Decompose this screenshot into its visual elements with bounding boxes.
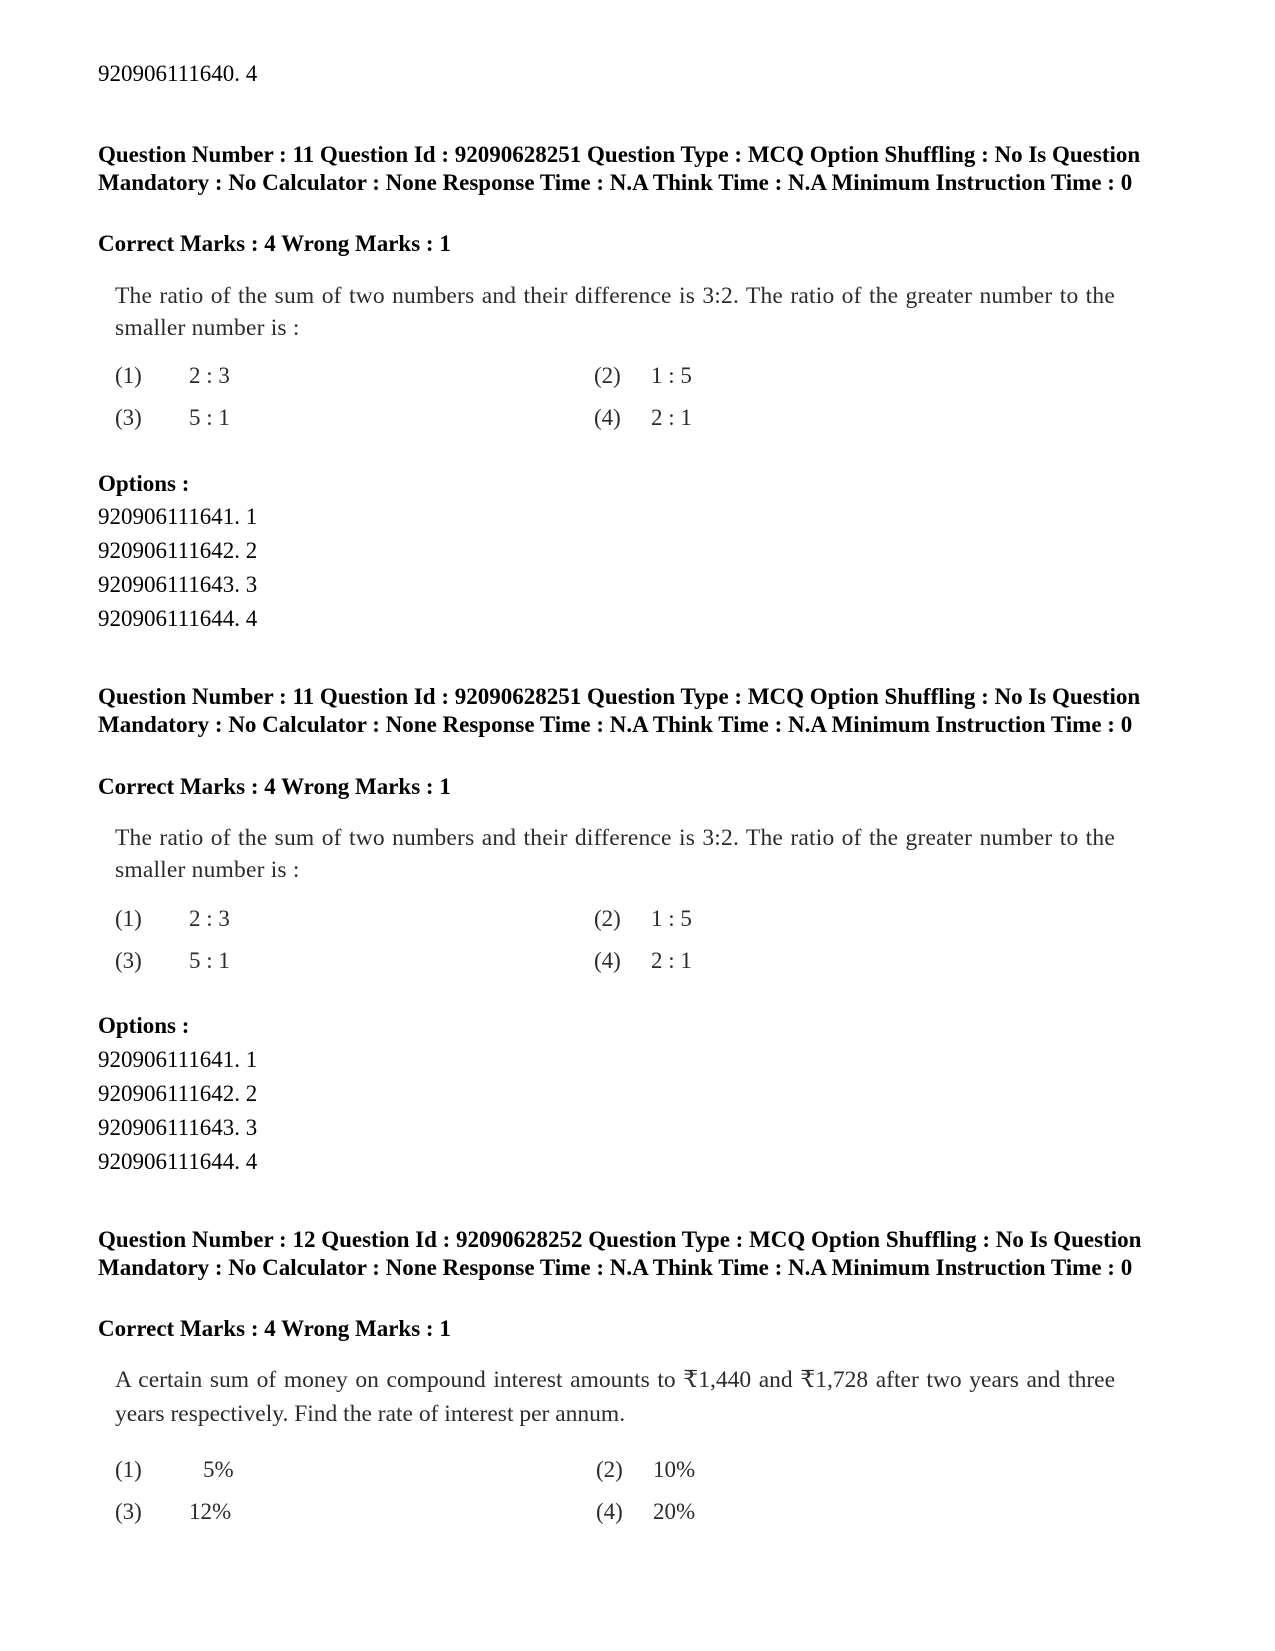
option-id-line: 920906111643. 3	[98, 1115, 258, 1140]
choice: (2) 10%	[596, 1457, 696, 1482]
option-id-line: 920906111642. 2	[98, 538, 258, 563]
choice: (3) 5 : 1	[115, 948, 230, 973]
choice: (4) 2 : 1	[594, 405, 692, 430]
option-id-line: 920906111643. 3	[98, 572, 258, 597]
marks-line: Correct Marks : 4 Wrong Marks : 1	[98, 1316, 451, 1341]
choice: (2) 1 : 5	[594, 906, 692, 931]
choice: (3) 12%	[115, 1499, 232, 1524]
options-label: Options :	[98, 1013, 190, 1038]
question-text: The ratio of the sum of two numbers and their difference is 3:2. The ratio of the greater number to the smaller number is :	[115, 825, 1115, 883]
choice: (4) 2 : 1	[594, 948, 692, 973]
option-id-line: 920906111640. 4	[98, 61, 258, 86]
choice: (1) 5%	[115, 1457, 234, 1482]
question-text: The ratio of the sum of two numbers and their difference is 3:2. The ratio of the greater number to the smaller number is :	[115, 283, 1115, 341]
option-id-line: 920906111644. 4	[98, 606, 258, 631]
marks-line: Correct Marks : 4 Wrong Marks : 1	[98, 774, 451, 799]
option-id-line: 920906111642. 2	[98, 1081, 258, 1106]
option-id-line: 920906111641. 1	[98, 504, 258, 529]
option-id-line: 920906111641. 1	[98, 1047, 258, 1072]
marks-line: Correct Marks : 4 Wrong Marks : 1	[98, 231, 451, 256]
choice: (1) 2 : 3	[115, 363, 230, 388]
question-text: A certain sum of money on compound interest amounts to ₹1,440 and ₹1,728 after two years and three years respectively. Find the rate of interest per annum.	[115, 1367, 1115, 1427]
question-header: Question Number : 12 Question Id : 92090628252 Question Type : MCQ Option Shuffling : No Is Question Mandatory : No Calculator : None Response Time : N.A Think Time : N.A Minimum Instruction Time : 0	[98, 1227, 1142, 1280]
question-header: Question Number : 11 Question Id : 92090628251 Question Type : MCQ Option Shuffling : No Is Question Mandatory : No Calculator : None Response Time : N.A Think Time : N.A Minimum Instruction Time : 0	[98, 142, 1141, 195]
choice: (4) 20%	[596, 1499, 696, 1524]
choice: (3) 5 : 1	[115, 405, 230, 430]
choice: (2) 1 : 5	[594, 363, 692, 388]
options-label: Options :	[98, 471, 190, 496]
option-id-line: 920906111644. 4	[98, 1149, 258, 1174]
question-header: Question Number : 11 Question Id : 92090628251 Question Type : MCQ Option Shuffling : No Is Question Mandatory : No Calculator : None Response Time : N.A Think Time : N.A Minimum Instruction Time : 0	[98, 684, 1141, 737]
choice: (1) 2 : 3	[115, 906, 230, 931]
